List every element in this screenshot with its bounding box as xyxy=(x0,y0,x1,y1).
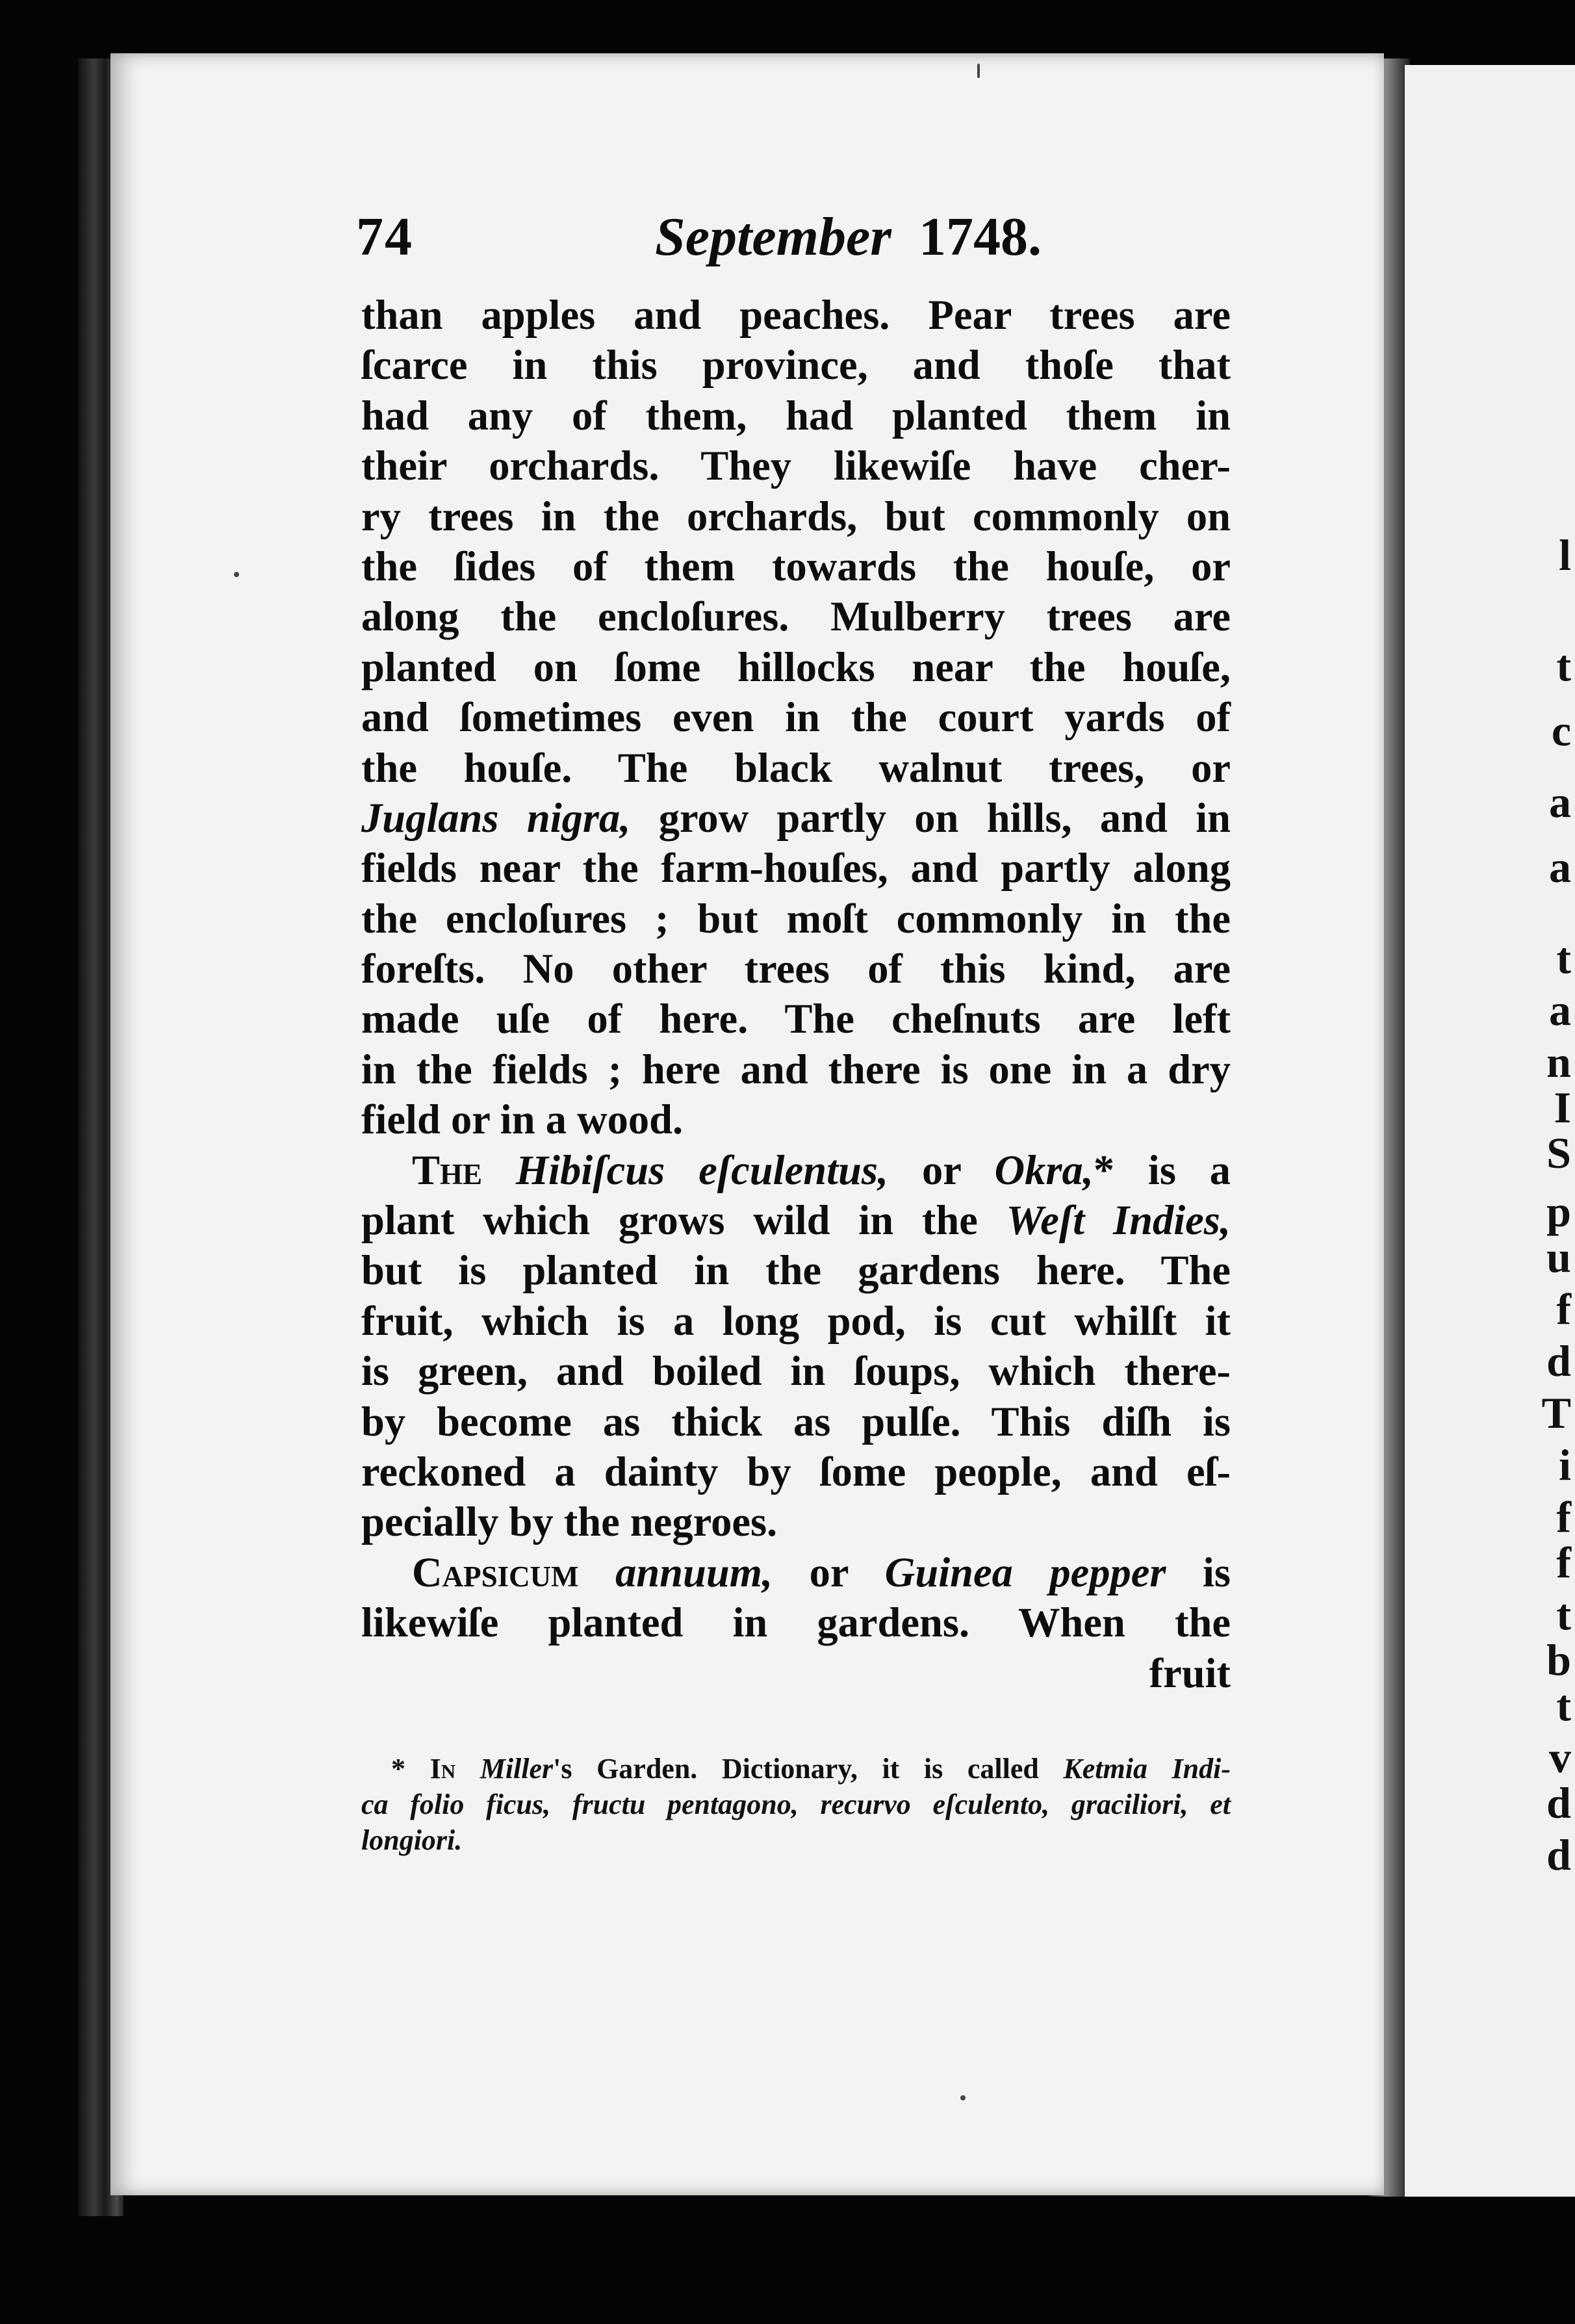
text-line: the encloſures ; but moſt commonly in the xyxy=(361,895,1231,942)
text-fragment: * is a xyxy=(1093,1146,1231,1193)
species-name: annuum, xyxy=(615,1549,773,1595)
facing-page-letter: a xyxy=(1549,842,1571,892)
species-name: longiori. xyxy=(361,1824,463,1856)
facing-page-letter: a xyxy=(1549,777,1571,827)
page-header xyxy=(356,205,1227,277)
facing-page-letter: i xyxy=(1559,1440,1571,1490)
text-line: pecially by the negroes. xyxy=(361,1499,778,1545)
text-line-juglans xyxy=(361,793,1231,843)
text-line: likewiſe planted in gardens. When the xyxy=(361,1599,1231,1646)
facing-page-letter: t xyxy=(1556,641,1571,690)
facing-page-letter: d xyxy=(1546,1778,1571,1827)
text-line-west-indies xyxy=(361,1195,1231,1245)
facing-page-letter: T xyxy=(1541,1388,1571,1438)
facing-page-letter: b xyxy=(1546,1635,1571,1685)
footnote-line xyxy=(361,1787,1231,1822)
footnote-marker: * xyxy=(391,1753,405,1785)
text-line: the houſe. The black walnut trees, or xyxy=(361,744,1231,791)
text-line: ry trees in the orchards, but commonly on xyxy=(361,493,1231,539)
text-line: fruit, which is a long pod, is cut whilſt it xyxy=(361,1297,1231,1344)
text-line: is green, and boiled in ſoups, which there- xyxy=(361,1348,1231,1395)
facing-page-letter: t xyxy=(1556,1590,1571,1639)
paragraph-capsicum-start xyxy=(361,1547,1231,1597)
text-fragment: 's Garden. Dictionary, it is called xyxy=(553,1753,1039,1785)
text-fragment: or xyxy=(921,1146,961,1193)
paper-speck xyxy=(234,572,239,577)
facing-page-letter: S xyxy=(1546,1128,1571,1178)
species-name: ca folio ficus, fructu pentagono, recurvo eſculento, graciliori, et xyxy=(361,1788,1231,1820)
footnote xyxy=(361,1751,1231,1858)
text-fragment: grow partly on hills, and in xyxy=(658,794,1231,841)
catchword: fruit xyxy=(1149,1649,1231,1696)
text-line: field or in a wood. xyxy=(361,1096,684,1143)
facing-page-letter: n xyxy=(1546,1037,1571,1087)
facing-page-letter: d xyxy=(1546,1830,1571,1879)
species-name: Hibiſcus eſculentus, xyxy=(515,1146,889,1193)
text-line: and ſometimes even in the court yards of xyxy=(361,694,1231,741)
small-caps-word: The xyxy=(412,1146,483,1193)
species-name: Juglans nigra, xyxy=(361,794,631,841)
text-line: in the fields ; here and there is one in a dry xyxy=(361,1046,1231,1092)
text-fragment: or xyxy=(809,1549,849,1595)
facing-page-letter: c xyxy=(1551,706,1571,755)
facing-page-letter: I xyxy=(1554,1083,1571,1132)
text-line: made uſe of here. The cheſnuts are left xyxy=(361,996,1231,1042)
page-number: 74 xyxy=(356,207,413,267)
text-fragment: is xyxy=(1203,1549,1231,1595)
text-line: the ſides of them towards the houſe, or xyxy=(361,543,1231,589)
paragraph-hibiscus-start xyxy=(361,1145,1231,1195)
facing-page-letter: f xyxy=(1556,1538,1571,1587)
small-caps-word: In xyxy=(429,1753,456,1785)
facing-page-letter: f xyxy=(1556,1284,1571,1334)
text-fragment: plant which grows wild in the xyxy=(361,1197,978,1244)
species-name: Guinea pepper xyxy=(884,1549,1166,1595)
text-line: reckoned a dainty by ſome people, and eſ- xyxy=(361,1448,1231,1495)
place-name: Weſt Indies, xyxy=(1006,1197,1231,1244)
facing-page-letter: u xyxy=(1546,1232,1571,1282)
text-line: fields near the farm-houſes, and partly along xyxy=(361,845,1231,892)
footnote-line xyxy=(361,1751,1231,1787)
text-line: by become as thick as pulſe. This diſh is xyxy=(361,1398,1231,1445)
text-line: but is planted in the gardens here. The xyxy=(361,1247,1231,1294)
species-name: Okra, xyxy=(994,1146,1094,1193)
facing-page-letter: t xyxy=(1556,1681,1571,1730)
footnote-line xyxy=(361,1822,1231,1858)
paper-speck xyxy=(960,2095,966,2100)
running-head-month: September xyxy=(655,207,891,267)
facing-page-letter: p xyxy=(1546,1187,1571,1236)
facing-page-letter: l xyxy=(1559,530,1571,580)
text-line: their orchards. They likewiſe have cher- xyxy=(361,443,1231,489)
running-head xyxy=(655,205,1042,268)
text-line: along the encloſures. Mulberry trees are xyxy=(361,593,1231,640)
species-name: Ketmia Indi- xyxy=(1063,1753,1231,1785)
facing-page-letter: f xyxy=(1556,1492,1571,1542)
facing-page-letter: v xyxy=(1549,1733,1571,1782)
text-line: had any of them, had planted them in xyxy=(361,392,1231,439)
running-head-year: 1748. xyxy=(918,207,1042,267)
facing-page-letter: t xyxy=(1556,933,1571,983)
text-line: than apples and peaches. Pear trees are xyxy=(361,292,1231,338)
paper-speck xyxy=(977,64,980,78)
author-name: Miller xyxy=(480,1753,554,1785)
facing-page-edge xyxy=(1405,65,1575,2197)
body-text xyxy=(361,290,1231,1698)
facing-page-letter: d xyxy=(1546,1336,1571,1386)
facing-page-letter: a xyxy=(1549,985,1571,1035)
text-line: foreſts. No other trees of this kind, are xyxy=(361,946,1231,992)
text-line: ſcarce in this province, and thoſe that xyxy=(361,342,1231,389)
small-caps-word: Capsicum xyxy=(412,1549,579,1595)
text-line: planted on ſome hillocks near the houſe, xyxy=(361,643,1231,690)
